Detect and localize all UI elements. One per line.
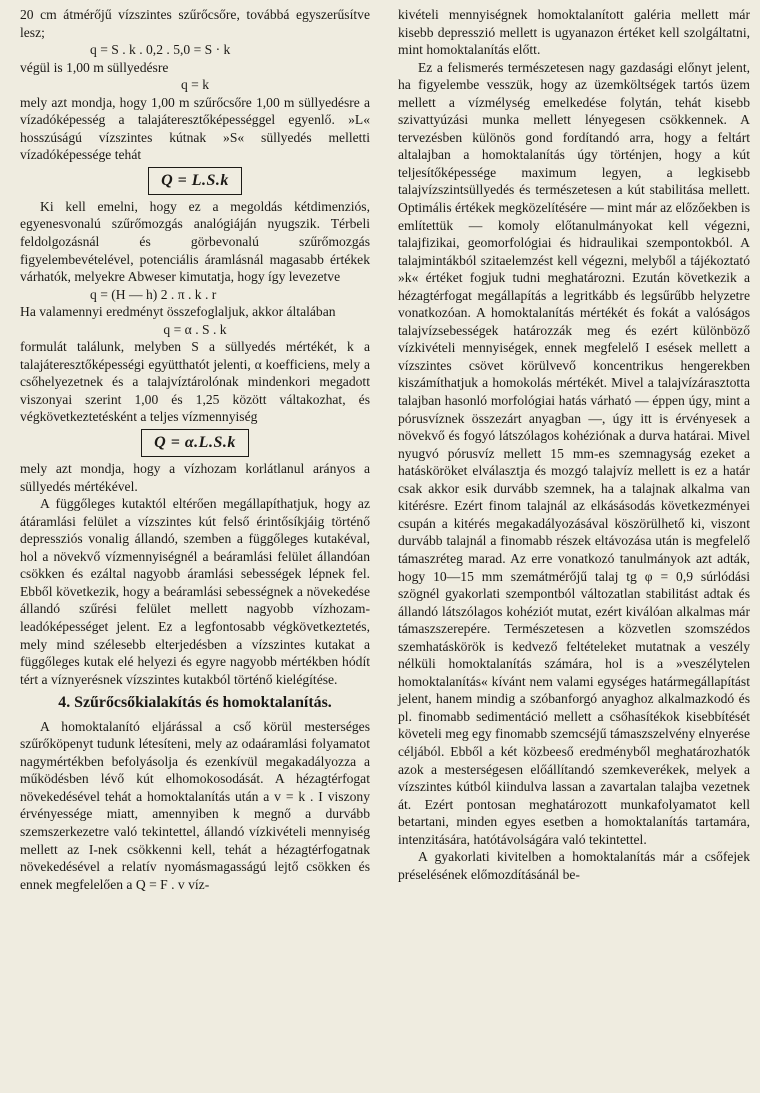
formula-box-wrapper (20, 429, 370, 457)
paragraph: A gyakorlati kivitelben a homoktalanítás már a csőfejek préselésének előmozdításánál be- (398, 849, 750, 882)
paragraph: mely azt mondja, hogy a vízhozam korlátlanul arányos a süllyedés mértékével. (20, 461, 370, 494)
equation: q = (H — h) 2 . π . k . r (90, 286, 217, 302)
paragraph: Ez a felismerés természetesen nagy gazdasági előnyt jelent, ha figyelembe vesszük, hogy az üzemköltségek tartós üzem mellett a vízmélység emelkedése folytán, tehát kisebb szivattyúzási munka mellett lényegesen csökkennek. A tervezésben különös gond fordítandó arra, hogy a feltárt altalajban a homoktalanítás úgy történjen, hogy a kút teljesítőképessége maximum legyen, a legkisebb talajvízszintsüllyedés és természetesen a kút stabilitása mellett. Optimális értékek megközelítésére — mint már az előzőekben is említettük — komoly előtanulmányokat kell végezni, talajfizikai, geomorfológiai és hidraulikai szempontokból. A talajmintákból szitaelemzést kell végezni, melyből a tájékoztató »k« értéket fogjuk tudni meghatározni. Ezután következik a hézagtérfogat megállapítás a legritkább és legsűrűbb helyzetre vonatkozóan. A homoktalanítás mértékét és fokát a valóságos talajvízsebességek határozzák meg és ezért különböző vízkivételi mennyiségek, ennek megfelelő I esések mellett a vízszintes csövet körülvevő koncentrikus hengerekben kiszámíthatjuk a homokolás mértékét. Mivel a talajvízárasztotta talajban hasonló morfológiai hatás várható — éppen úgy, mint a pórusvíznek összezárt anyagban —, úgy itt is érvényesek a növekvő és fogyó látszólagos kohéziónak a durva határai. Mivel nyugvó pórusvíz mellett 15 mm-es szemnagyság ezeket a hatásköröket elválasztja és mozgó talajvíz mellett is ez a határ csak akkor esik durvább szemnek, ha a talajnak alkalma van kitérésre. Ezért finom talajnál az elkásásodás következményei csupán a kitérés megakadályozásával köszörülhető ki, viszont durvább talajnál a finomabb részek eltávozása után is megfelelő támaszréteg marad. Az erre vonatkozó tanulmányok azt adták, hogy 10—15 mm szemátmérőjű talaj tg φ = 0,9 súrlódási szögnél gyakorlati szempontból változatlan stabilitást adtak és állandó látszólagos kohéziót mutat, ezért kiválóan alkalmas már támaszszerepére. Természetesen a közvetlen szomszédos szemhatáskörök is kedvező feltételeket mutatnak a veszély nélküli homoktalanítás számára, hol is a »veszélytelen homoktalanítás« kívánt nem valami egységes határmegállapítást jelent, hanem mindig a szóbanforgó anyaghoz alkalmazkodó és pl. finomabb sedimentáció mellett a csőhasítékok kisebbítését követeli meg egy finomabb szemcséjű támaszszelvény elnyerése céljából. Ebből a két közbeeső eredményből meghatározhatók azok a mesterségesen előállítandó szemkeverékek, melyek a vízszintes kútból kiindulva lassan a zavartalan talajba vezetnek át. Ezért pontosan meghatározott munkafolyamatot kell betartani, minden egyes esetben a homoktalanítás tartamára, intenzitására, hatótávolságára való tekintettel. (398, 59, 750, 847)
paragraph: mely azt mondja, hogy 1,00 m szűrőcsőre 1,00 m süllyedésre a vízadóképesség a talajáteresztőképességgel egyenlő. »L« hosszúságú vízszintes kútnak »S« süllyedés melletti vízadóképessége tehát (20, 94, 370, 163)
boxed-formula: Q = α.L.S.k (141, 429, 249, 457)
paragraph: Ha valamennyi eredményt összefoglaljuk, akkor általában (20, 304, 336, 320)
section-heading: 4. Szűrőcsőkialakítás és homoktalanítás. (58, 694, 332, 712)
paragraph: formulát találunk, melyben S a süllyedés mértékét, k a talajáteresztőképességi együtthatót jelenti, α koefficiens, mely a csőhelyezetnek és a talajvíztárolónak mindenkori megadott viszonyai szerint 1,00 és 1,25 között váltakozhat, és végkövetkeztetésként a teljes vízmennyiség (20, 339, 370, 425)
boxed-formula: Q = L.S.k (148, 167, 242, 195)
left-column (20, 6, 370, 893)
paragraph: kivételi mennyiségnek homoktalanított galéria mellett már kisebb depresszió mellett is ugyanazon értéket kell szolgáltatni, mint homoktalanítás előtt. (398, 7, 750, 58)
equation: q = S . k . 0,2 . 5,0 = S · k (90, 42, 231, 58)
equation: q = α . S . k (163, 321, 227, 337)
equation: q = k (180, 77, 210, 93)
paragraph: A homoktalanító eljárással a cső körül mesterséges szűrőköpenyt tudunk létesíteni, mely az odaáramlási folyamatot nagymértékben befolyásolja és ezenkívül megakadályozza a működésben lévő kút elhomokosodását. A hézagtérfogat növekedésével tehát a homoktalanítás után a v = k . I viszony érvényessége miatt, amennyiben k megnő a durvább szemszerkezetre való tekintettel, állandó vízkivételi mennyiség mellett az I-nek csökkenni kell, tehát a hézagtérfogatnak növekedésével a relatív nyomásmagasságú lejtő csökken és ennek megfelelően a Q = F . v víz- (20, 718, 370, 892)
right-column (398, 6, 750, 883)
formula-box-wrapper (20, 167, 370, 195)
paragraph: Ki kell emelni, hogy ez a megoldás kétdimenziós, egyenesvonalú szűrőmozgás analógiáján nyugszik. Térbeli feldolgozásnál és görbevonalú szűrőmozgás figyelembevételével, potenciális áramlásnál magasabb értékek várhatók, melyekre Abweser kimutatja, hogy így levezetve (20, 198, 370, 285)
paragraph: 20 cm átmérőjű vízszintes szűrőcsőre, továbbá egyszerűsítve lesz; (20, 7, 370, 40)
paragraph: A függőleges kutaktól eltérően megállapíthatjuk, hogy az átáramlási felület a vízszintes kút felső érintősíkjáig történő depressziós vonalig állandó, szemben a függőleges kutakéval, hol a növekvő vízmennyiségnél a beáramlási felület állandóan csökken és ezáltal nagyobb áramlási sebességek lépnek fel. Ebből következik, hogy a beáramlási sebességnek a növekedése állandó szűrési felület mellett nagyobb vízhozam-leadóképességet jelent. Ez a legfontosabb végkövetkeztetés, mely mind szélesebb elterjedésben a vízszintes kutakat a függőleges kutak elé helyezi és egyre nagyobb mértékben hódít tért a víznyerésnek vízszintes kutakból történő kielégítése. (20, 496, 370, 687)
paragraph: végül is 1,00 m süllyedésre (20, 59, 169, 75)
